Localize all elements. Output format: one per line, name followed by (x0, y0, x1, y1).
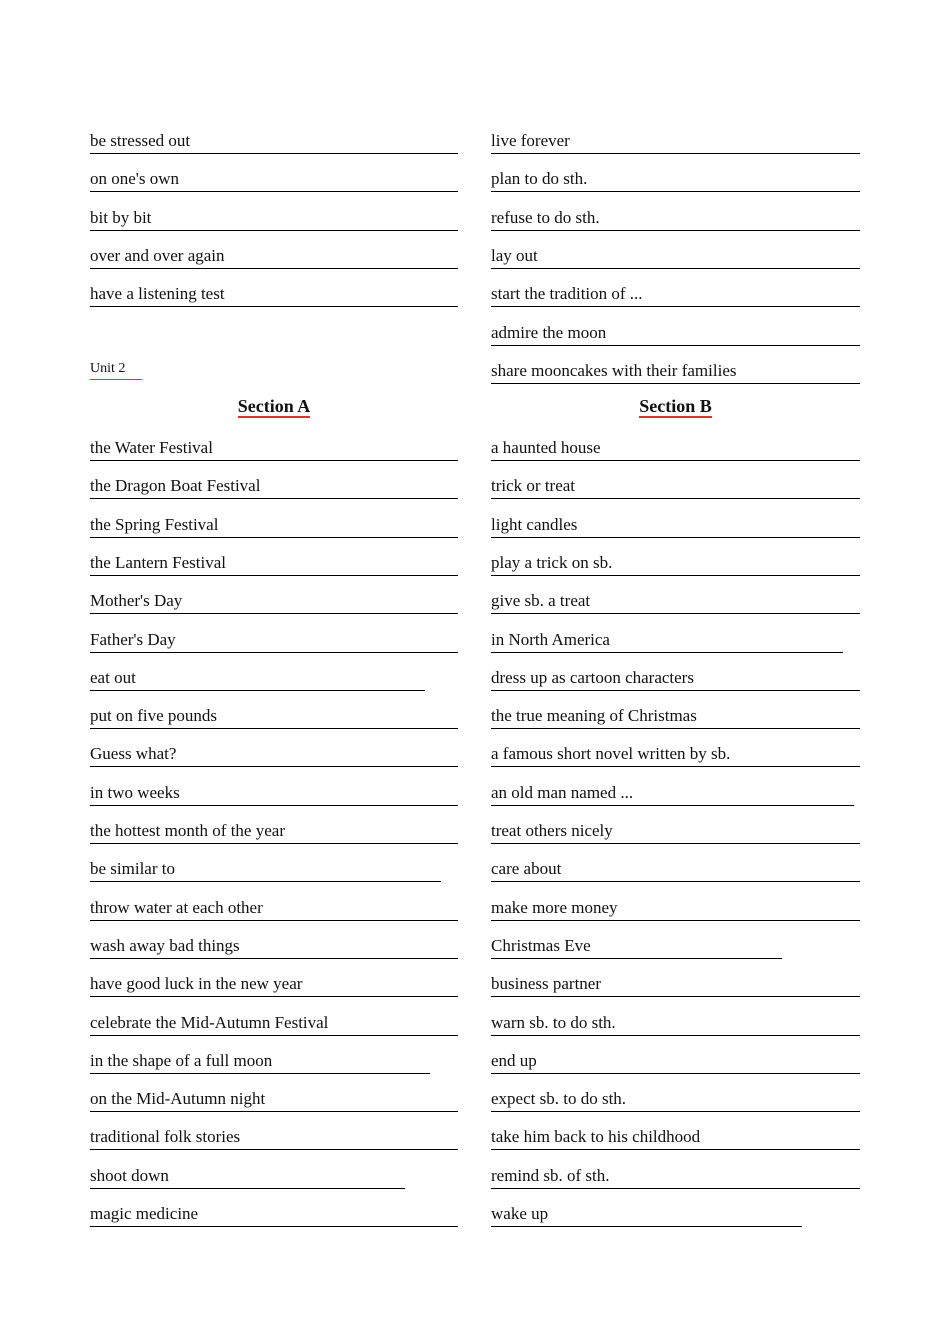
phrase-row (491, 1109, 860, 1147)
phrase-text: be similar to (90, 859, 175, 879)
phrase-text: dress up as cartoon characters (491, 667, 694, 687)
unit-label-text: Unit 2 (90, 361, 126, 376)
phrase-row (90, 803, 458, 841)
phrase-row (90, 1148, 458, 1186)
phrase-row (90, 765, 458, 803)
phrase-row (491, 726, 860, 764)
phrase-text: expect sb. to do sth. (491, 1089, 627, 1109)
phrase-row (491, 190, 860, 228)
phrase-text: have a listening test (90, 284, 225, 304)
phrase-text: an old man named ... (491, 782, 634, 802)
phrase-text: Guess what? (90, 744, 177, 764)
phrase-row (90, 535, 458, 573)
phrase-row (491, 918, 860, 956)
phrase-text: Christmas Eve (491, 935, 591, 955)
phrase-row (491, 266, 860, 304)
phrase-row (90, 1186, 458, 1224)
section-a-title: Section A (237, 396, 311, 416)
phrase-row (491, 497, 860, 535)
phrase-text: celebrate the Mid-Autumn Festival (90, 1012, 329, 1032)
phrase-text: make more money (491, 897, 618, 917)
phrase-row (90, 420, 458, 458)
phrase-text: magic medicine (90, 1204, 199, 1223)
phrase-text: end up (491, 1050, 537, 1070)
phrase-row (491, 151, 860, 189)
phrase-row (90, 1109, 458, 1147)
phrase-text: play a trick on sb. (491, 552, 613, 572)
phrase-row (90, 918, 458, 956)
phrase-row (90, 497, 458, 535)
phrase-text: admire the moon (491, 322, 607, 342)
phrase-text: light candles (491, 514, 578, 534)
unit-label (90, 360, 125, 378)
phrase-row (90, 190, 458, 228)
phrase-text: put on five pounds (90, 706, 218, 726)
phrase-text: the Lantern Festival (90, 552, 226, 572)
phrase-text: in the shape of a full moon (90, 1050, 273, 1070)
phrase-row (491, 1148, 860, 1186)
phrase-text: plan to do sth. (491, 169, 588, 189)
phrase-text: traditional folk stories (90, 1127, 241, 1147)
phrase-text: Father's Day (90, 629, 176, 649)
phrase-row (491, 1071, 860, 1109)
phrase-text: warn sb. to do sth. (491, 1012, 616, 1032)
phrase-row (90, 650, 458, 688)
phrase-text: the Dragon Boat Festival (90, 476, 261, 496)
phrase-text: refuse to do sth. (491, 207, 600, 227)
phrase-row (491, 573, 860, 611)
phrase-row (491, 458, 860, 496)
phrase-row (491, 995, 860, 1033)
phrase-row (90, 841, 458, 879)
phrase-text: throw water at each other (90, 897, 263, 917)
phrase-text: in North America (491, 629, 610, 649)
phrase-text: Mother's Day (90, 591, 183, 611)
answer-line (90, 306, 458, 307)
phrase-row (491, 688, 860, 726)
phrase-text: a haunted house (491, 438, 601, 457)
phrase-row (491, 343, 860, 381)
phrase-text: wash away bad things (90, 935, 240, 955)
answer-line (491, 383, 860, 384)
answer-line (491, 1226, 802, 1227)
section-b-title: Section B (639, 396, 712, 416)
phrase-text: the true meaning of Christmas (491, 706, 697, 726)
phrase-row (90, 228, 458, 266)
phrase-text: shoot down (90, 1165, 169, 1185)
phrase-row (90, 880, 458, 918)
phrase-row (491, 1186, 860, 1224)
answer-line (90, 1226, 458, 1227)
phrase-text: on the Mid-Autumn night (90, 1089, 266, 1109)
phrase-row (90, 1033, 458, 1071)
phrase-row (491, 880, 860, 918)
phrase-row (90, 458, 458, 496)
phrase-row (491, 113, 860, 151)
phrase-text: the Water Festival (90, 438, 213, 457)
unit-underline (90, 379, 142, 380)
phrase-text: over and over again (90, 245, 225, 265)
section-b-heading (491, 395, 860, 417)
phrase-row (491, 765, 860, 803)
phrase-row (90, 266, 458, 304)
phrase-text: eat out (90, 667, 136, 687)
phrase-row (491, 803, 860, 841)
phrase-text: start the tradition of ... (491, 284, 643, 304)
phrase-row (90, 726, 458, 764)
phrase-text: treat others nicely (491, 821, 613, 840)
phrase-row (491, 305, 860, 343)
phrase-text: the hottest month of the year (90, 821, 285, 840)
phrase-text: live forever (491, 131, 570, 150)
phrase-row (491, 535, 860, 573)
phrase-text: take him back to his childhood (491, 1127, 701, 1147)
phrase-text: wake up (491, 1204, 549, 1223)
phrase-row (90, 113, 458, 151)
phrase-row (491, 1033, 860, 1071)
phrase-row (90, 956, 458, 994)
phrase-text: care about (491, 859, 562, 879)
phrase-row (491, 420, 860, 458)
phrase-text: be stressed out (90, 131, 191, 150)
phrase-text: give sb. a treat (491, 591, 591, 611)
section-a-heading (90, 395, 458, 417)
phrase-text: in two weeks (90, 782, 180, 802)
phrase-row (90, 688, 458, 726)
phrase-text: the Spring Festival (90, 514, 219, 534)
phrase-row (491, 841, 860, 879)
phrase-text: a famous short novel written by sb. (491, 744, 731, 764)
phrase-text: business partner (491, 974, 602, 994)
phrase-row (491, 612, 860, 650)
phrase-text: remind sb. of sth. (491, 1165, 610, 1185)
phrase-row (90, 612, 458, 650)
phrase-row (491, 650, 860, 688)
phrase-text: trick or treat (491, 476, 576, 496)
phrase-text: bit by bit (90, 207, 152, 227)
phrase-text: on one's own (90, 169, 180, 189)
phrase-text: have good luck in the new year (90, 974, 303, 994)
phrase-text: lay out (491, 245, 538, 265)
phrase-row (90, 1071, 458, 1109)
phrase-row (90, 151, 458, 189)
phrase-row (90, 995, 458, 1033)
phrase-row (90, 573, 458, 611)
phrase-text: share mooncakes with their families (491, 360, 737, 380)
phrase-row (491, 956, 860, 994)
phrase-row (491, 228, 860, 266)
